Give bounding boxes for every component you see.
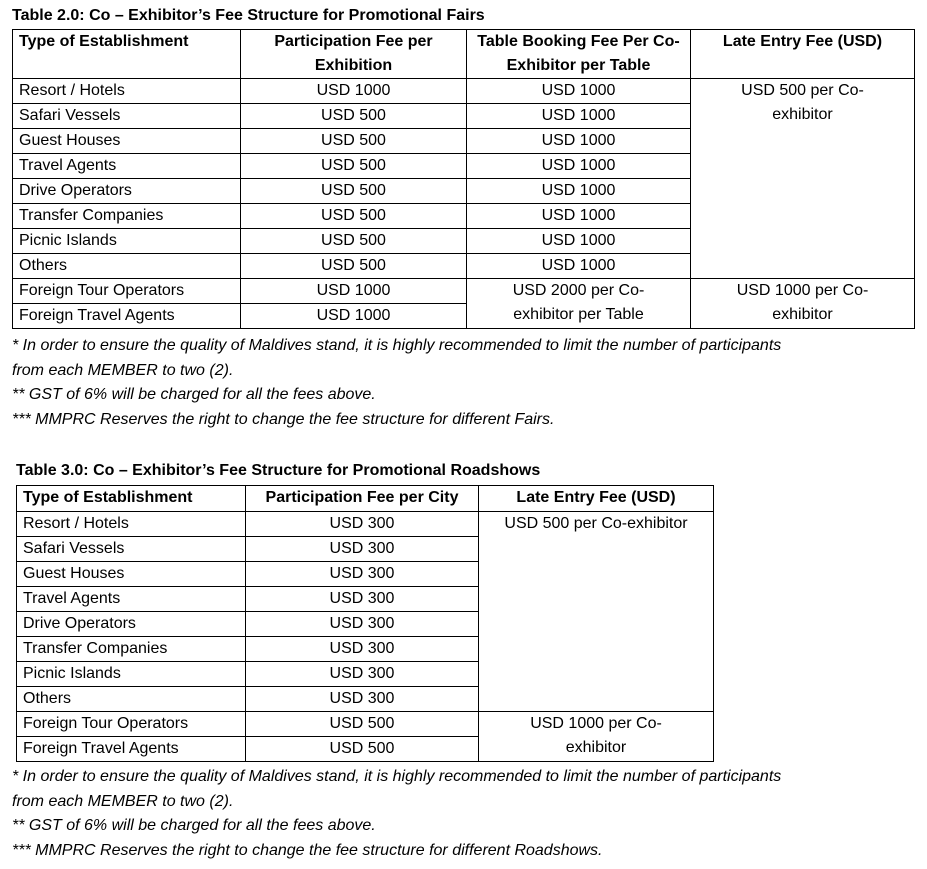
header-late-entry: Late Entry Fee (USD) bbox=[479, 486, 714, 512]
roadshows-table-caption: Table 3.0: Co – Exhibitor’s Fee Structure for Promotional Roadshows bbox=[16, 462, 541, 479]
row-type: Picnic Islands bbox=[17, 662, 246, 687]
row-type: Guest Houses bbox=[13, 129, 241, 154]
header-late-entry: Late Entry Fee (USD) bbox=[691, 30, 915, 79]
row-participation: USD 500 bbox=[241, 179, 467, 204]
row-participation: USD 300 bbox=[246, 662, 479, 687]
row-table-fee: USD 1000 bbox=[467, 254, 691, 279]
table-row bbox=[17, 712, 714, 737]
row-type: Travel Agents bbox=[13, 154, 241, 179]
row-participation: USD 1000 bbox=[241, 304, 467, 329]
table-row bbox=[13, 79, 915, 104]
note-line: * In order to ensure the quality of Maldives stand, it is highly recommended to limit the number of participants bbox=[12, 337, 782, 354]
row-type: Travel Agents bbox=[17, 587, 246, 612]
row-participation: USD 500 bbox=[241, 154, 467, 179]
header-participation: Participation Fee per Exhibition bbox=[241, 30, 467, 79]
row-type: Resort / Hotels bbox=[13, 79, 241, 104]
table-fee-foreign: USD 2000 per Co-exhibitor per Table bbox=[467, 279, 691, 329]
row-type: Resort / Hotels bbox=[17, 512, 246, 537]
fairs-table-caption: Table 2.0: Co – Exhibitor’s Fee Structure for Promotional Fairs bbox=[12, 7, 485, 24]
late-entry-foreign: USD 1000 per Co-exhibitor bbox=[479, 712, 714, 762]
row-participation: USD 500 bbox=[241, 229, 467, 254]
note-line: * In order to ensure the quality of Maldives stand, it is highly recommended to limit the number of participants bbox=[12, 768, 782, 785]
row-participation: USD 500 bbox=[241, 204, 467, 229]
row-participation: USD 300 bbox=[246, 537, 479, 562]
fairs-fee-table bbox=[12, 29, 915, 329]
row-participation: USD 300 bbox=[246, 637, 479, 662]
row-participation: USD 300 bbox=[246, 512, 479, 537]
row-table-fee: USD 1000 bbox=[467, 204, 691, 229]
note-line: ** GST of 6% will be charged for all the fees above. bbox=[12, 386, 376, 403]
row-type: Drive Operators bbox=[17, 612, 246, 637]
late-entry-local: USD 500 per Co-exhibitor bbox=[479, 512, 714, 712]
note-line: from each MEMBER to two (2). bbox=[12, 361, 234, 379]
row-type: Guest Houses bbox=[17, 562, 246, 587]
header-type: Type of Establishment bbox=[13, 30, 241, 79]
roadshows-notes bbox=[12, 765, 917, 863]
note-line: *** MMPRC Reserves the right to change the fee structure for different Roadshows. bbox=[12, 841, 603, 859]
row-type: Transfer Companies bbox=[17, 637, 246, 662]
fairs-notes bbox=[12, 334, 917, 432]
row-type: Foreign Tour Operators bbox=[17, 712, 246, 737]
row-participation: USD 500 bbox=[241, 129, 467, 154]
header-participation: Participation Fee per City bbox=[246, 486, 479, 512]
row-participation: USD 300 bbox=[246, 612, 479, 637]
note-line: from each MEMBER to two (2). bbox=[12, 792, 234, 810]
roadshows-fee-table bbox=[16, 485, 714, 762]
row-type: Picnic Islands bbox=[13, 229, 241, 254]
late-entry-local: USD 500 per Co-exhibitor bbox=[691, 79, 915, 279]
table-header-row bbox=[13, 30, 915, 79]
late-entry-foreign: USD 1000 per Co-exhibitor bbox=[691, 279, 915, 329]
row-type: Others bbox=[17, 687, 246, 712]
row-type: Foreign Travel Agents bbox=[13, 304, 241, 329]
note-line: ** GST of 6% will be charged for all the fees above. bbox=[12, 817, 376, 834]
header-table-booking: Table Booking Fee Per Co- Exhibitor per Table bbox=[467, 30, 691, 79]
row-table-fee: USD 1000 bbox=[467, 154, 691, 179]
row-participation: USD 300 bbox=[246, 562, 479, 587]
row-participation: USD 500 bbox=[241, 104, 467, 129]
row-table-fee: USD 1000 bbox=[467, 229, 691, 254]
row-participation: USD 500 bbox=[246, 737, 479, 762]
row-participation: USD 300 bbox=[246, 687, 479, 712]
row-participation: USD 300 bbox=[246, 587, 479, 612]
row-type: Others bbox=[13, 254, 241, 279]
note-line: *** MMPRC Reserves the right to change the fee structure for different Fairs. bbox=[12, 410, 555, 428]
row-participation: USD 500 bbox=[241, 254, 467, 279]
table-row bbox=[17, 512, 714, 537]
row-type: Drive Operators bbox=[13, 179, 241, 204]
row-table-fee: USD 1000 bbox=[467, 104, 691, 129]
row-table-fee: USD 1000 bbox=[467, 129, 691, 154]
row-participation: USD 1000 bbox=[241, 279, 467, 304]
row-type: Foreign Tour Operators bbox=[13, 279, 241, 304]
row-type: Safari Vessels bbox=[17, 537, 246, 562]
table-header-row bbox=[17, 486, 714, 512]
row-type: Transfer Companies bbox=[13, 204, 241, 229]
row-type: Foreign Travel Agents bbox=[17, 737, 246, 762]
header-type: Type of Establishment bbox=[17, 486, 246, 512]
table-row bbox=[13, 279, 915, 304]
row-table-fee: USD 1000 bbox=[467, 179, 691, 204]
row-table-fee: USD 1000 bbox=[467, 79, 691, 104]
row-participation: USD 500 bbox=[246, 712, 479, 737]
row-participation: USD 1000 bbox=[241, 79, 467, 104]
row-type: Safari Vessels bbox=[13, 104, 241, 129]
